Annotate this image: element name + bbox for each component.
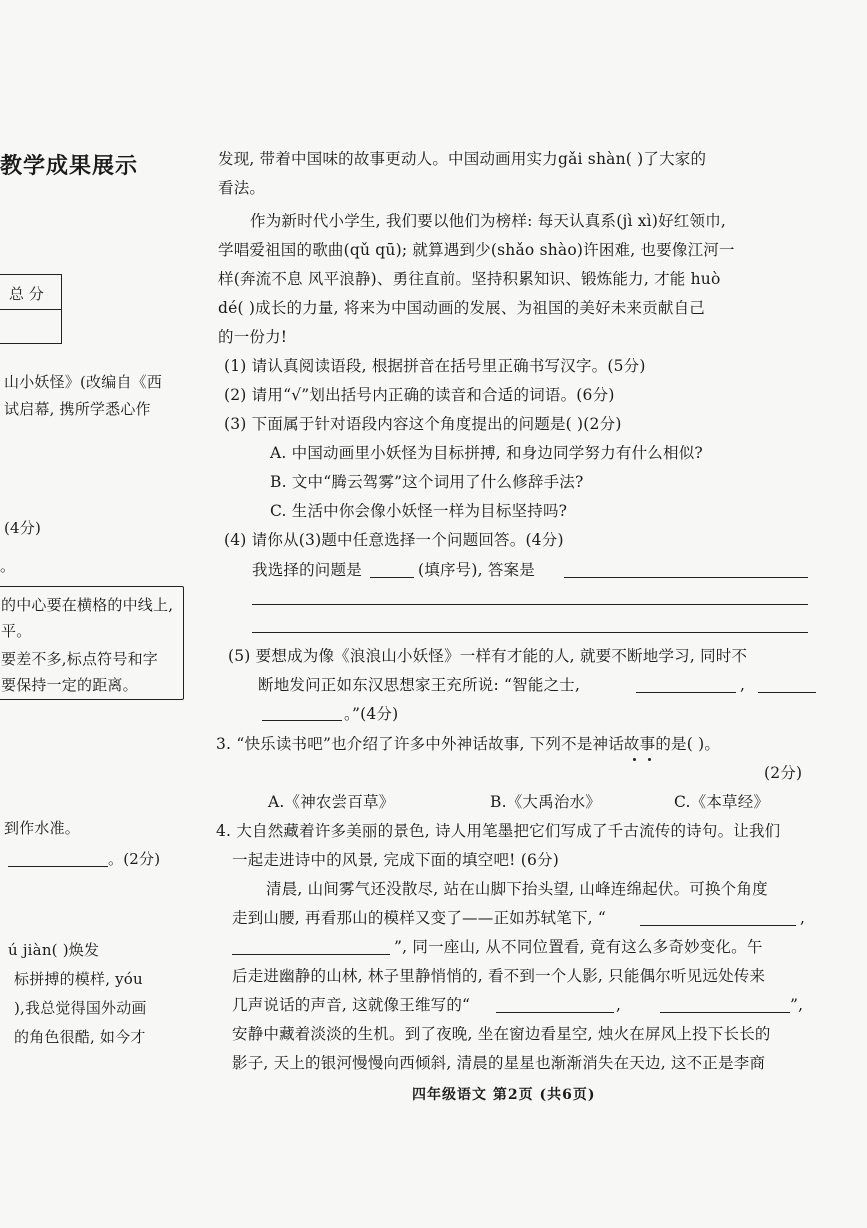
q4-answer-label-a: 我选择的问题是	[252, 561, 362, 579]
q4-answer-label-b: (填序号), 答案是	[418, 561, 535, 579]
passage-line-6: dé( )成长的力量, 将来为中国动画的发展、为祖国的美好未来贡献自己	[218, 299, 705, 317]
note-line-2: 平。	[1, 622, 32, 640]
writing-notes-box	[0, 586, 184, 700]
note-line-3: 要差不多,标点符号和字	[1, 650, 158, 668]
passage-line-3: 作为新时代小学生, 我们要以他们为榜样: 每天认真系(jì xì)好红领巾,	[250, 212, 727, 230]
poem-blank-1[interactable]	[640, 925, 796, 926]
section-heading: 教学成果展示	[0, 153, 139, 179]
score-box	[0, 274, 62, 344]
question-3-option-c[interactable]: C. 生活中你会像小妖怪一样为目标坚持吗?	[270, 502, 568, 520]
passage-line-1: 发现, 带着中国味的故事更动人。中国动画用实力gǎi shàn( )了大家的	[218, 150, 707, 168]
note-line-4: 要保持一定的距离。	[1, 676, 138, 694]
item-4-line-2: 一起走进诗中的风景, 完成下面的填空吧! (6分)	[232, 851, 559, 869]
page-footer: 四年级语文 第2页 (共6页)	[412, 1087, 596, 1103]
item-4-para-1: 清晨, 山间雾气还没散尽, 站在山脚下抬头望, 山峰连绵起伏。可换个角度	[266, 880, 768, 898]
question-5-line-2: 断地发问正如东汉思想家王充所说: “智能之士,	[258, 676, 581, 694]
poem-blank-4[interactable]	[660, 1012, 790, 1013]
question-3-option-b[interactable]: B. 文中“腾云驾雾”这个词用了什么修辞手法?	[270, 473, 584, 491]
item-4-para-3: ”, 同一座山, 从不同位置看, 竟有这么多奇妙变化。午	[394, 938, 763, 956]
item-3-option-c[interactable]: C.《本草经》	[674, 793, 770, 811]
left-pinyin-line: ú jiàn( )焕发	[8, 941, 100, 959]
left-foreign-line: ),我总觉得国外动画	[14, 999, 147, 1017]
passage-line-5: 样(奔流不息 风平浪静)、勇往直前。坚持积累知识、锻炼能力, 才能 huò	[218, 270, 721, 288]
left-period: 。	[0, 557, 16, 575]
item-4-para-4: 后走进幽静的山林, 林子里静悄悄的, 看不到一个人影, 只能偶尔听见远处传来	[232, 967, 766, 985]
question-4: (4) 请你从(3)题中任意选择一个问题回答。(4分)	[224, 531, 564, 549]
emphasis-dot	[633, 758, 636, 761]
passage-line-2: 看法。	[218, 179, 266, 197]
points-label: (4分)	[4, 519, 42, 537]
question-1: (1) 请认真阅读语段, 根据拼音在括号里正确书写汉字。(5分)	[224, 357, 646, 375]
poem-blank-2[interactable]	[232, 954, 390, 955]
item-3-option-a[interactable]: A.《神农尝百草》	[268, 793, 395, 811]
poem-comma-2: ,	[616, 996, 622, 1014]
q5-blank-1[interactable]	[636, 692, 736, 693]
item-4-para-5: 几声说话的声音, 这就像王维写的“	[232, 996, 471, 1014]
intro-line-1: 山小妖怪》(改编自《西	[4, 373, 163, 391]
q5-comma: ,	[740, 676, 746, 694]
passage-line-7: 的一份力!	[218, 328, 288, 346]
left-answer-blank[interactable]	[8, 866, 108, 867]
question-2: (2) 请用“√”划出括号内正确的读音和合适的词语。(6分)	[224, 386, 615, 404]
left-blank-points: 。(2分)	[108, 850, 161, 868]
q4-answer-blank-2[interactable]	[252, 604, 808, 605]
item-3-option-b[interactable]: B.《大禹治水》	[490, 793, 601, 811]
item-4-para-7: 影子, 天上的银河慢慢向西倾斜, 清晨的星星也渐渐消失在天边, 这不正是李商	[232, 1054, 766, 1072]
q4-answer-blank-3[interactable]	[252, 632, 808, 633]
note-line-1: 的中心要在横格的中线上,	[1, 596, 174, 614]
score-box-label: 总 分	[9, 285, 44, 303]
q4-answer-blank-1[interactable]	[564, 577, 808, 578]
item-4-line-1: 4. 大自然藏着许多美丽的景色, 诗人用笔墨把它们写成了千古流传的诗句。让我们	[216, 822, 781, 840]
poem-comma-1: ,	[800, 909, 806, 927]
item-3-line-1: 3. “快乐读书吧”也介绍了许多中外神话故事, 下列不是神话故事的是( )。	[216, 735, 721, 753]
item-4-para-2: 走到山腰, 再看那山的模样又变了——正如苏轼笔下, “	[232, 909, 607, 927]
question-3-option-a[interactable]: A. 中国动画里小妖怪为目标拼搏, 和身边同学努力有什么相似?	[270, 444, 703, 462]
emphasis-dot	[648, 758, 651, 761]
standard-line: 到作水准。	[4, 819, 81, 837]
intro-line-2: 试启幕, 携所学悉心作	[4, 400, 151, 418]
q4-choice-blank[interactable]	[370, 577, 414, 578]
item-3-points: (2分)	[764, 764, 803, 782]
question-5-line-1: (5) 要想成为像《浪浪山小妖怪》一样有才能的人, 就要不断地学习, 同时不	[228, 647, 748, 665]
left-role-line: 的角色很酷, 如今才	[14, 1028, 146, 1046]
q5-blank-3[interactable]	[262, 720, 342, 721]
poem-quote-end: ”,	[790, 996, 804, 1014]
question-3: (3) 下面属于针对语段内容这个角度提出的问题是( )(2分)	[224, 415, 622, 433]
left-struggle-line: 标拼搏的模样, yóu	[14, 970, 143, 988]
q5-blank-2[interactable]	[758, 692, 816, 693]
item-4-para-6: 安静中藏着淡淡的生机。到了夜晚, 坐在窗边看星空, 烛火在屏风上投下长长的	[232, 1025, 771, 1043]
poem-blank-3[interactable]	[496, 1012, 614, 1013]
passage-line-4: 学唱爱祖国的歌曲(qǔ qū); 就算遇到少(shǎo shào)许困难, 也要像江河一	[218, 241, 735, 259]
question-5-line-3: 。”(4分)	[344, 705, 399, 723]
